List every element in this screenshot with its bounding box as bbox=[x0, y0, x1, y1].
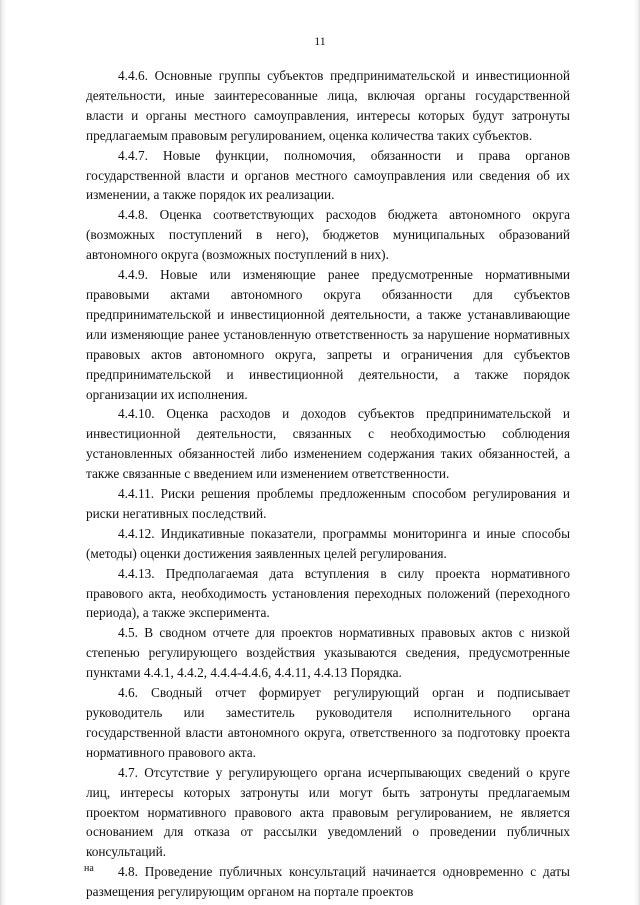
document-body bbox=[86, 66, 570, 902]
paragraph-4-7: 4.7. Отсутствие у регулирующего органа исчерпывающих сведений о круге лиц, интересы которых затронуты или могут быть затронуты предлагаемым проектом нормативного правового акта правовым регулированием, не является основанием для отказа от рассылки уведомлений о проведении публичных консультаций. bbox=[86, 764, 570, 860]
paragraph-4-4-10: 4.4.10. Оценка расходов и доходов субъектов предпринимательской и инвестиционной деятельности, связанных с необходимостью соблюдения установленных обязанностей либо изменением содержания таких обязанностей, а также связанные с введением или изменением ответственности. bbox=[86, 406, 570, 482]
paragraph-4-4-9: 4.4.9. Новые или изменяющие ранее предусмотренные нормативными правовыми актами автономного округа обязанности для субъектов предпринимательской и инвестиционной деятельности, а также устанавливающие или изменяющие ранее установленную ответственность за нарушение нормативных правовых актов автономного округа, запреты и ограничения для субъектов предпринимательской и инвестиционной деятельности, а также порядок организации их исполнения. bbox=[86, 267, 570, 402]
page-number: 11 bbox=[314, 34, 326, 48]
paragraph-4-8: 4.8. Проведение публичных консультаций начинается одновременно с даты размещения регулирующим органом на портале проектов bbox=[86, 864, 570, 900]
paragraph-4-6: 4.6. Сводный отчет формирует регулирующий орган и подписывает руководитель или заместитель руководителя исполнительного органа государственной власти автономного округа, ответственного за подготовку проекта нормативного правового акта. bbox=[86, 685, 570, 760]
paragraph-4-4-13: 4.4.13. Предполагаемая дата вступления в силу проекта нормативного правового акта, необходимость установления переходных положений (переходного периода), а также эксперимента. bbox=[86, 565, 570, 621]
paragraph-4-4-12: 4.4.12. Индикативные показатели, программы мониторинга и иные способы (методы) оценки достижения заявленных целей регулирования. bbox=[86, 525, 570, 561]
paragraph-4-4-6: 4.4.6. Основные группы субъектов предпринимательской и инвестиционной деятельности, иные заинтересованные лица, включая органы государственной власти и органы местного самоуправления, интересы которых будут затронуты предлагаемым правовым регулированием, оценка количества таких субъектов. bbox=[86, 68, 570, 143]
footer-mark: на bbox=[84, 863, 94, 874]
paragraph-4-5: 4.5. В сводном отчете для проектов нормативных правовых актов с низкой степенью регулирующего воздействия указываются сведения, предусмотренные пунктами 4.4.1, 4.4.2, 4.4.4-4.4.6, 4.4.11, 4.4.13 Порядка. bbox=[86, 625, 570, 681]
scan-edge-right bbox=[632, 0, 640, 905]
paragraph-4-4-8: 4.4.8. Оценка соответствующих расходов бюджета автономного округа (возможных поступлений в него), бюджетов муниципальных образований автономного округа (возможных поступлений в них). bbox=[86, 207, 570, 263]
paragraph-4-4-11: 4.4.11. Риски решения проблемы предложенным способом регулирования и риски негативных последствий. bbox=[86, 486, 570, 521]
scan-edge-left bbox=[0, 0, 10, 905]
paragraph-4-4-7: 4.4.7. Новые функции, полномочия, обязанности и права органов государственной власти и органов местного самоуправления или сведения об их изменении, а также порядок их реализации. bbox=[86, 147, 570, 203]
